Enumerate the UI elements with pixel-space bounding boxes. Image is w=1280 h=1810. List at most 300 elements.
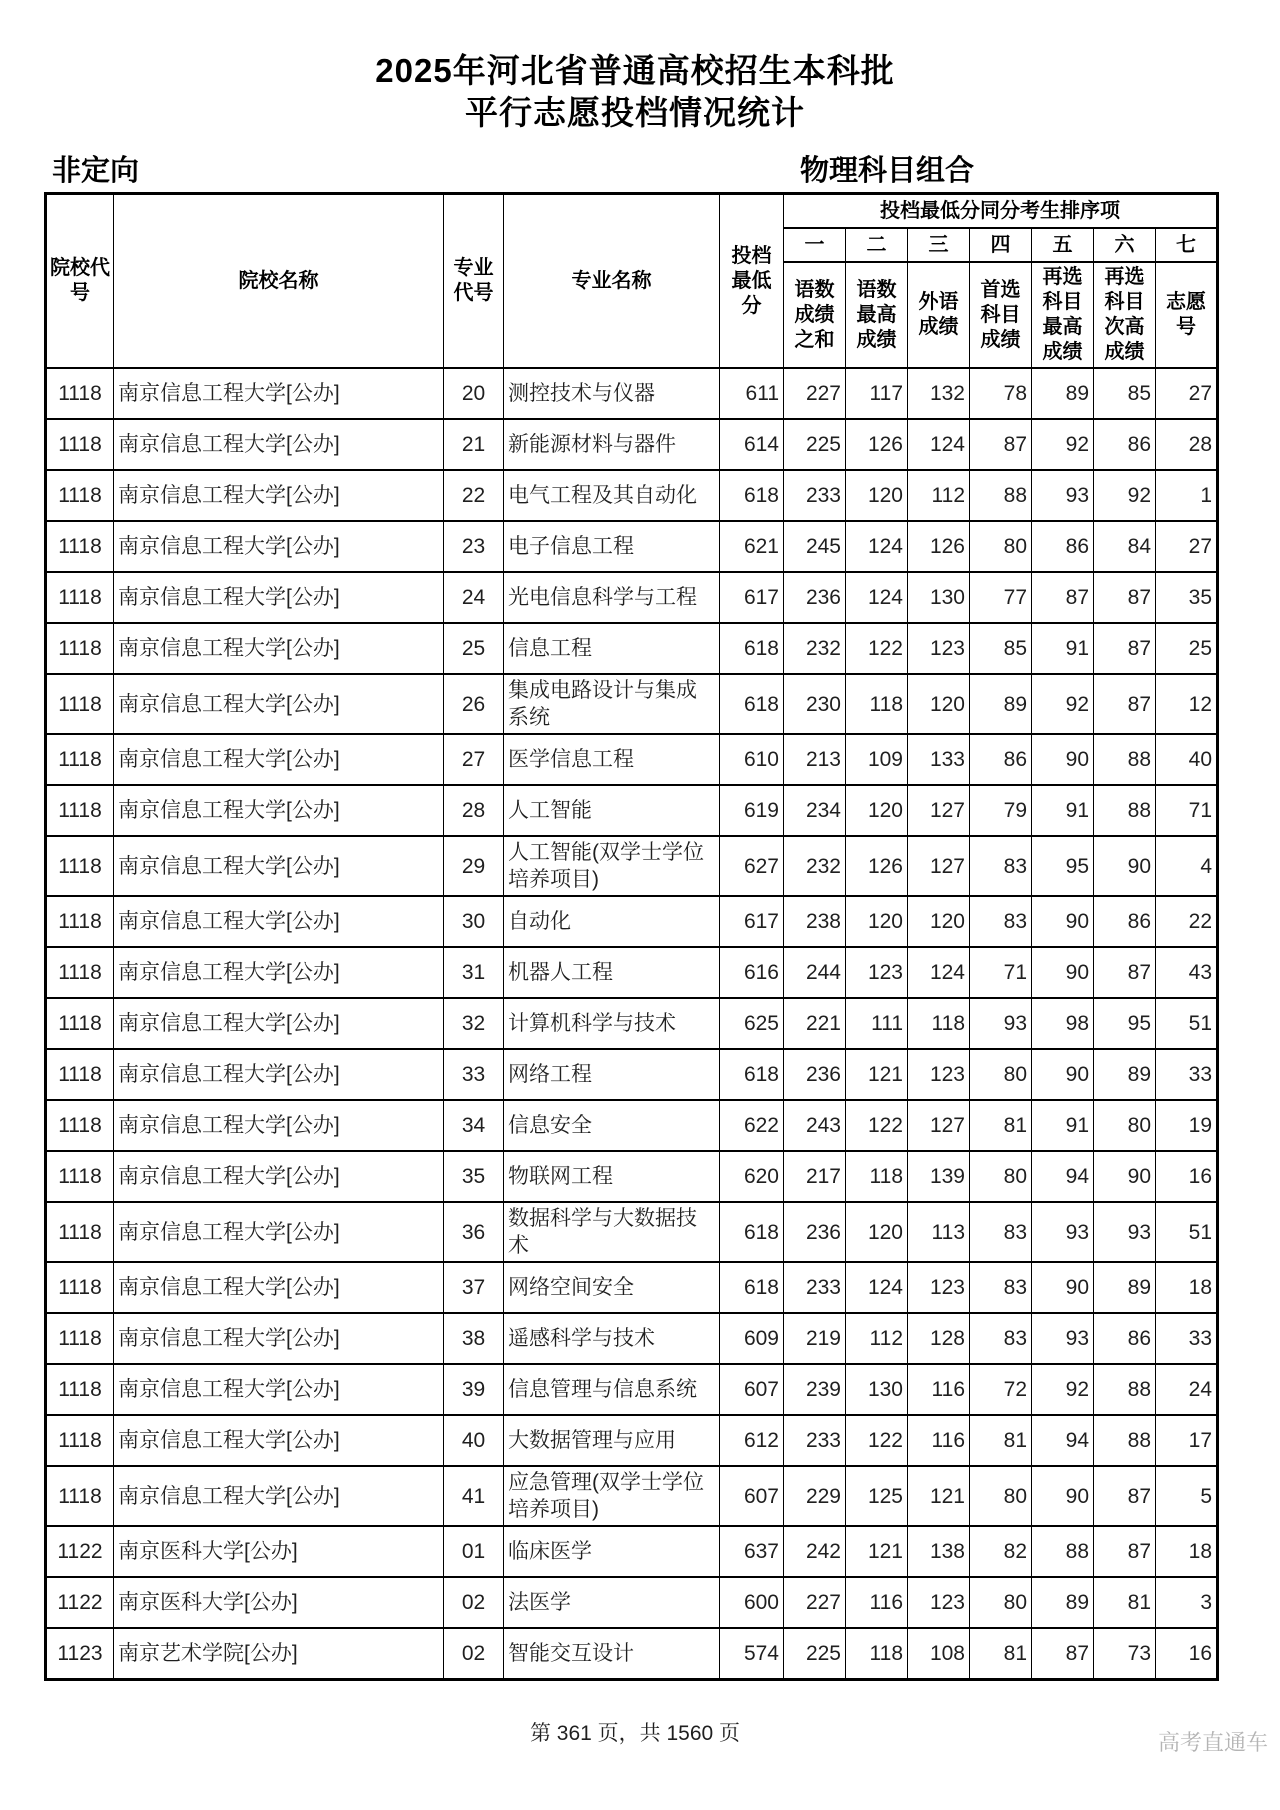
tiebreak-4-cell: 93 [970,998,1032,1049]
tiebreak-4-cell: 86 [970,734,1032,785]
tiebreak-7-cell: 40 [1156,734,1218,785]
tiebreak-6-cell: 87 [1094,1466,1156,1526]
table-row [46,896,1218,947]
tiebreak-3-cell: 112 [908,470,970,521]
watermark: 高考直通车 [1157,1730,1268,1755]
tiebreak-6-header: 再选科目次高成绩 [1094,262,1156,368]
min-score-cell: 619 [720,785,784,836]
tiebreak-4-cell: 85 [970,623,1032,674]
college-code-cell: 1118 [46,734,114,785]
tiebreak-7-cell: 35 [1156,572,1218,623]
tiebreak-4-cell: 83 [970,836,1032,896]
ordinal-6-header: 六 [1094,228,1156,262]
min-score-cell: 618 [720,1202,784,1262]
min-score-cell: 617 [720,572,784,623]
major-name-cell: 网络工程 [504,1049,720,1100]
tiebreak-6-cell: 81 [1094,1577,1156,1628]
tiebreak-6-cell: 93 [1094,1202,1156,1262]
college-name-cell: 南京信息工程大学[公办] [114,947,444,998]
tiebreak-3-cell: 133 [908,734,970,785]
tiebreak-1-cell: 236 [784,1049,846,1100]
college-code-cell: 1118 [46,1313,114,1364]
tiebreak-5-cell: 88 [1032,1526,1094,1577]
major-name-cell: 机器人工程 [504,947,720,998]
tiebreak-7-cell: 51 [1156,998,1218,1049]
college-code-cell: 1118 [46,1202,114,1262]
tiebreak-2-cell: 121 [846,1049,908,1100]
tiebreak-2-cell: 126 [846,419,908,470]
tiebreak-4-cell: 80 [970,1049,1032,1100]
tiebreak-1-cell: 245 [784,521,846,572]
college-name-cell: 南京信息工程大学[公办] [114,623,444,674]
tiebreak-1-header: 语数成绩之和 [784,262,846,368]
tiebreak-3-cell: 123 [908,1049,970,1100]
table-row [46,1364,1218,1415]
tiebreak-7-cell: 25 [1156,623,1218,674]
subject-combination-label: 物理科目组合 [800,155,975,187]
tiebreak-5-cell: 89 [1032,1577,1094,1628]
college-name-cell: 南京医科大学[公办] [114,1577,444,1628]
min-score-cell: 617 [720,896,784,947]
tiebreak-3-cell: 123 [908,623,970,674]
tiebreak-2-cell: 124 [846,521,908,572]
min-score-cell: 618 [720,1049,784,1100]
tiebreak-6-cell: 87 [1094,1526,1156,1577]
tiebreak-4-cell: 82 [970,1526,1032,1577]
major-code-cell: 24 [444,572,504,623]
table-row [46,470,1218,521]
table-row [46,521,1218,572]
tiebreak-4-cell: 83 [970,1262,1032,1313]
tiebreak-6-cell: 86 [1094,419,1156,470]
tiebreak-6-cell: 87 [1094,947,1156,998]
tiebreak-1-cell: 230 [784,674,846,734]
tiebreak-2-cell: 112 [846,1313,908,1364]
college-name-cell: 南京信息工程大学[公办] [114,896,444,947]
tiebreak-3-cell: 124 [908,419,970,470]
major-name-cell: 计算机科学与技术 [504,998,720,1049]
tiebreak-6-cell: 87 [1094,572,1156,623]
plan-type-label: 非定向 [52,155,140,187]
major-name-cell: 遥感科学与技术 [504,1313,720,1364]
tiebreak-6-cell: 95 [1094,998,1156,1049]
major-code-cell: 39 [444,1364,504,1415]
tiebreak-5-cell: 92 [1032,419,1094,470]
tiebreak-5-cell: 91 [1032,785,1094,836]
major-name-header: 专业名称 [504,194,720,369]
table-row [46,1577,1218,1628]
major-code-cell: 32 [444,998,504,1049]
college-code-cell: 1118 [46,896,114,947]
college-name-cell: 南京信息工程大学[公办] [114,1262,444,1313]
table-row [46,1100,1218,1151]
college-code-cell: 1123 [46,1628,114,1680]
tiebreak-7-cell: 18 [1156,1262,1218,1313]
tiebreak-4-cell: 72 [970,1364,1032,1415]
tiebreak-4-cell: 80 [970,1466,1032,1526]
tiebreak-3-cell: 108 [908,1628,970,1680]
tiebreak-3-cell: 127 [908,785,970,836]
table-header [46,194,1218,369]
college-name-cell: 南京医科大学[公办] [114,1526,444,1577]
tiebreak-6-cell: 89 [1094,1049,1156,1100]
min-score-cell: 618 [720,674,784,734]
college-code-cell: 1118 [46,947,114,998]
major-name-cell: 应急管理(双学士学位培养项目) [504,1466,720,1526]
tiebreak-2-cell: 124 [846,1262,908,1313]
tiebreak-6-cell: 89 [1094,1262,1156,1313]
tiebreak-1-cell: 233 [784,1415,846,1466]
tiebreak-5-cell: 93 [1032,470,1094,521]
tiebreak-1-cell: 244 [784,947,846,998]
tiebreak-2-cell: 130 [846,1364,908,1415]
major-code-cell: 02 [444,1628,504,1680]
major-code-cell: 02 [444,1577,504,1628]
major-code-cell: 25 [444,623,504,674]
tiebreak-6-cell: 86 [1094,1313,1156,1364]
college-name-cell: 南京信息工程大学[公办] [114,572,444,623]
college-name-header: 院校名称 [114,194,444,369]
tiebreak-4-header: 首选科目成绩 [970,262,1032,368]
college-code-cell: 1118 [46,674,114,734]
tiebreak-6-cell: 90 [1094,836,1156,896]
tiebreak-2-cell: 117 [846,368,908,419]
min-score-cell: 614 [720,419,784,470]
tiebreak-1-cell: 232 [784,836,846,896]
tiebreak-5-cell: 90 [1032,1262,1094,1313]
tiebreak-4-cell: 80 [970,521,1032,572]
tiebreak-3-cell: 123 [908,1577,970,1628]
major-code-cell: 40 [444,1415,504,1466]
table-row [46,1049,1218,1100]
major-name-cell: 大数据管理与应用 [504,1415,720,1466]
table-row [46,1313,1218,1364]
tiebreak-3-cell: 120 [908,896,970,947]
tiebreak-4-cell: 81 [970,1415,1032,1466]
college-code-cell: 1118 [46,998,114,1049]
college-code-cell: 1118 [46,419,114,470]
tiebreak-3-cell: 116 [908,1415,970,1466]
tiebreak-1-cell: 227 [784,368,846,419]
college-code-header: 院校代号 [46,194,114,369]
major-name-cell: 电气工程及其自动化 [504,470,720,521]
tiebreak-4-cell: 80 [970,1577,1032,1628]
tiebreak-7-cell: 22 [1156,896,1218,947]
tiebreak-2-cell: 111 [846,998,908,1049]
tiebreak-5-cell: 92 [1032,674,1094,734]
tiebreak-5-cell: 93 [1032,1313,1094,1364]
tiebreak-7-cell: 71 [1156,785,1218,836]
tiebreak-3-header: 外语成绩 [908,262,970,368]
tiebreak-5-cell: 92 [1032,1364,1094,1415]
major-code-cell: 01 [444,1526,504,1577]
college-code-cell: 1118 [46,1100,114,1151]
tiebreak-5-cell: 91 [1032,1100,1094,1151]
tiebreak-group-header: 投档最低分同分考生排序项 [784,194,1218,229]
college-code-cell: 1118 [46,368,114,419]
min-score-cell: 607 [720,1364,784,1415]
tiebreak-7-header: 志愿号 [1156,262,1218,368]
college-name-cell: 南京信息工程大学[公办] [114,1466,444,1526]
tiebreak-7-cell: 16 [1156,1628,1218,1680]
tiebreak-2-cell: 126 [846,836,908,896]
major-code-cell: 20 [444,368,504,419]
tiebreak-7-cell: 1 [1156,470,1218,521]
major-name-cell: 信息安全 [504,1100,720,1151]
tiebreak-5-cell: 87 [1032,1628,1094,1680]
major-name-cell: 法医学 [504,1577,720,1628]
tiebreak-5-cell: 86 [1032,521,1094,572]
college-code-cell: 1118 [46,1466,114,1526]
min-score-cell: 622 [720,1100,784,1151]
min-score-cell: 621 [720,521,784,572]
tiebreak-7-cell: 4 [1156,836,1218,896]
min-score-cell: 616 [720,947,784,998]
major-name-cell: 智能交互设计 [504,1628,720,1680]
college-name-cell: 南京信息工程大学[公办] [114,1313,444,1364]
tiebreak-4-cell: 88 [970,470,1032,521]
college-name-cell: 南京信息工程大学[公办] [114,734,444,785]
tiebreak-6-cell: 85 [1094,368,1156,419]
tiebreak-6-cell: 88 [1094,734,1156,785]
major-name-cell: 自动化 [504,896,720,947]
min-score-cell: 618 [720,470,784,521]
tiebreak-3-cell: 121 [908,1466,970,1526]
tiebreak-6-cell: 80 [1094,1100,1156,1151]
college-code-cell: 1118 [46,785,114,836]
college-name-cell: 南京信息工程大学[公办] [114,1415,444,1466]
table-row [46,1466,1218,1526]
tiebreak-3-cell: 118 [908,998,970,1049]
tiebreak-3-cell: 132 [908,368,970,419]
table-body [46,368,1218,1680]
major-name-cell: 电子信息工程 [504,521,720,572]
min-score-cell: 618 [720,623,784,674]
ordinal-5-header: 五 [1032,228,1094,262]
college-name-cell: 南京信息工程大学[公办] [114,521,444,572]
table-row [46,785,1218,836]
major-code-cell: 34 [444,1100,504,1151]
min-score-cell: 600 [720,1577,784,1628]
table-row [46,734,1218,785]
page-title [44,50,1226,134]
major-name-cell: 新能源材料与器件 [504,419,720,470]
page-title-line2: 平行志愿投档情况统计 [465,94,805,131]
tiebreak-7-cell: 19 [1156,1100,1218,1151]
tiebreak-3-cell: 120 [908,674,970,734]
min-score-cell: 574 [720,1628,784,1680]
college-code-cell: 1118 [46,1049,114,1100]
major-code-cell: 38 [444,1313,504,1364]
tiebreak-7-cell: 33 [1156,1313,1218,1364]
college-code-cell: 1118 [46,470,114,521]
tiebreak-5-cell: 90 [1032,947,1094,998]
tiebreak-5-cell: 94 [1032,1151,1094,1202]
document-page [44,0,1226,1747]
tiebreak-4-cell: 89 [970,674,1032,734]
major-code-cell: 27 [444,734,504,785]
tiebreak-3-cell: 116 [908,1364,970,1415]
college-code-cell: 1122 [46,1577,114,1628]
major-name-cell: 信息管理与信息系统 [504,1364,720,1415]
major-code-cell: 21 [444,419,504,470]
table-row [46,947,1218,998]
major-code-cell: 30 [444,896,504,947]
college-name-cell: 南京信息工程大学[公办] [114,1364,444,1415]
college-code-cell: 1122 [46,1526,114,1577]
ordinal-7-header: 七 [1156,228,1218,262]
major-name-cell: 物联网工程 [504,1151,720,1202]
tiebreak-1-cell: 236 [784,1202,846,1262]
tiebreak-2-cell: 122 [846,1100,908,1151]
major-code-cell: 23 [444,521,504,572]
tiebreak-6-cell: 87 [1094,623,1156,674]
tiebreak-5-cell: 98 [1032,998,1094,1049]
tiebreak-2-cell: 116 [846,1577,908,1628]
college-name-cell: 南京信息工程大学[公办] [114,1100,444,1151]
major-name-cell: 测控技术与仪器 [504,368,720,419]
tiebreak-4-cell: 87 [970,419,1032,470]
ordinal-1-header: 一 [784,228,846,262]
tiebreak-2-cell: 120 [846,785,908,836]
tiebreak-4-cell: 71 [970,947,1032,998]
tiebreak-1-cell: 213 [784,734,846,785]
tiebreak-2-cell: 122 [846,1415,908,1466]
tiebreak-1-cell: 219 [784,1313,846,1364]
major-name-cell: 临床医学 [504,1526,720,1577]
major-code-header: 专业代号 [444,194,504,369]
min-score-cell: 620 [720,1151,784,1202]
tiebreak-5-cell: 87 [1032,572,1094,623]
tiebreak-1-cell: 233 [784,1262,846,1313]
tiebreak-3-cell: 126 [908,521,970,572]
college-name-cell: 南京信息工程大学[公办] [114,785,444,836]
tiebreak-5-cell: 90 [1032,1049,1094,1100]
tiebreak-4-cell: 81 [970,1100,1032,1151]
min-score-cell: 625 [720,998,784,1049]
table-row [46,368,1218,419]
tiebreak-1-cell: 242 [784,1526,846,1577]
tiebreak-3-cell: 124 [908,947,970,998]
college-code-cell: 1118 [46,1364,114,1415]
tiebreak-5-cell: 90 [1032,1466,1094,1526]
major-code-cell: 41 [444,1466,504,1526]
tiebreak-6-cell: 88 [1094,1415,1156,1466]
tiebreak-2-cell: 120 [846,470,908,521]
ordinal-4-header: 四 [970,228,1032,262]
min-score-cell: 618 [720,1262,784,1313]
tiebreak-3-cell: 139 [908,1151,970,1202]
tiebreak-5-cell: 90 [1032,734,1094,785]
min-score-cell: 609 [720,1313,784,1364]
tiebreak-2-cell: 109 [846,734,908,785]
tiebreak-1-cell: 225 [784,1628,846,1680]
tiebreak-6-cell: 90 [1094,1151,1156,1202]
tiebreak-7-cell: 3 [1156,1577,1218,1628]
college-name-cell: 南京艺术学院[公办] [114,1628,444,1680]
tiebreak-4-cell: 83 [970,1202,1032,1262]
major-code-cell: 35 [444,1151,504,1202]
tiebreak-5-cell: 95 [1032,836,1094,896]
table-row [46,419,1218,470]
tiebreak-6-cell: 84 [1094,521,1156,572]
tiebreak-4-cell: 83 [970,1313,1032,1364]
tiebreak-6-cell: 88 [1094,1364,1156,1415]
region-labels [44,148,1226,192]
tiebreak-6-cell: 87 [1094,674,1156,734]
major-code-cell: 36 [444,1202,504,1262]
min-score-cell: 627 [720,836,784,896]
major-name-cell: 信息工程 [504,623,720,674]
tiebreak-6-cell: 92 [1094,470,1156,521]
tiebreak-4-cell: 78 [970,368,1032,419]
tiebreak-3-cell: 113 [908,1202,970,1262]
tiebreak-4-cell: 80 [970,1151,1032,1202]
college-code-cell: 1118 [46,836,114,896]
tiebreak-7-cell: 27 [1156,368,1218,419]
ordinal-2-header: 二 [846,228,908,262]
college-name-cell: 南京信息工程大学[公办] [114,368,444,419]
table-row [46,1202,1218,1262]
tiebreak-2-cell: 118 [846,674,908,734]
college-name-cell: 南京信息工程大学[公办] [114,470,444,521]
table-row [46,572,1218,623]
tiebreak-4-cell: 79 [970,785,1032,836]
tiebreak-3-cell: 130 [908,572,970,623]
table-row [46,1526,1218,1577]
college-name-cell: 南京信息工程大学[公办] [114,1151,444,1202]
table-row [46,674,1218,734]
page-title-line1: 2025年河北省普通高校招生本科批 [375,52,895,89]
college-name-cell: 南京信息工程大学[公办] [114,836,444,896]
admission-stats-table [44,192,1219,1681]
major-name-cell: 网络空间安全 [504,1262,720,1313]
tiebreak-6-cell: 86 [1094,896,1156,947]
tiebreak-7-cell: 28 [1156,419,1218,470]
college-name-cell: 南京信息工程大学[公办] [114,674,444,734]
college-name-cell: 南京信息工程大学[公办] [114,1049,444,1100]
tiebreak-6-cell: 73 [1094,1628,1156,1680]
major-name-cell: 医学信息工程 [504,734,720,785]
tiebreak-3-cell: 128 [908,1313,970,1364]
tiebreak-5-cell: 90 [1032,896,1094,947]
tiebreak-4-cell: 77 [970,572,1032,623]
tiebreak-1-cell: 243 [784,1100,846,1151]
tiebreak-7-cell: 5 [1156,1466,1218,1526]
major-code-cell: 29 [444,836,504,896]
college-code-cell: 1118 [46,1151,114,1202]
tiebreak-5-header: 再选科目最高成绩 [1032,262,1094,368]
tiebreak-2-cell: 121 [846,1526,908,1577]
tiebreak-1-cell: 238 [784,896,846,947]
major-name-cell: 人工智能 [504,785,720,836]
tiebreak-1-cell: 234 [784,785,846,836]
tiebreak-2-cell: 122 [846,623,908,674]
tiebreak-3-cell: 138 [908,1526,970,1577]
college-name-cell: 南京信息工程大学[公办] [114,998,444,1049]
tiebreak-5-cell: 89 [1032,368,1094,419]
min-score-header: 投档最低分 [720,194,784,369]
min-score-cell: 611 [720,368,784,419]
ordinal-3-header: 三 [908,228,970,262]
tiebreak-1-cell: 225 [784,419,846,470]
tiebreak-2-cell: 125 [846,1466,908,1526]
major-code-cell: 33 [444,1049,504,1100]
tiebreak-2-cell: 118 [846,1151,908,1202]
header-row-group [46,194,1218,229]
tiebreak-3-cell: 127 [908,836,970,896]
tiebreak-1-cell: 221 [784,998,846,1049]
